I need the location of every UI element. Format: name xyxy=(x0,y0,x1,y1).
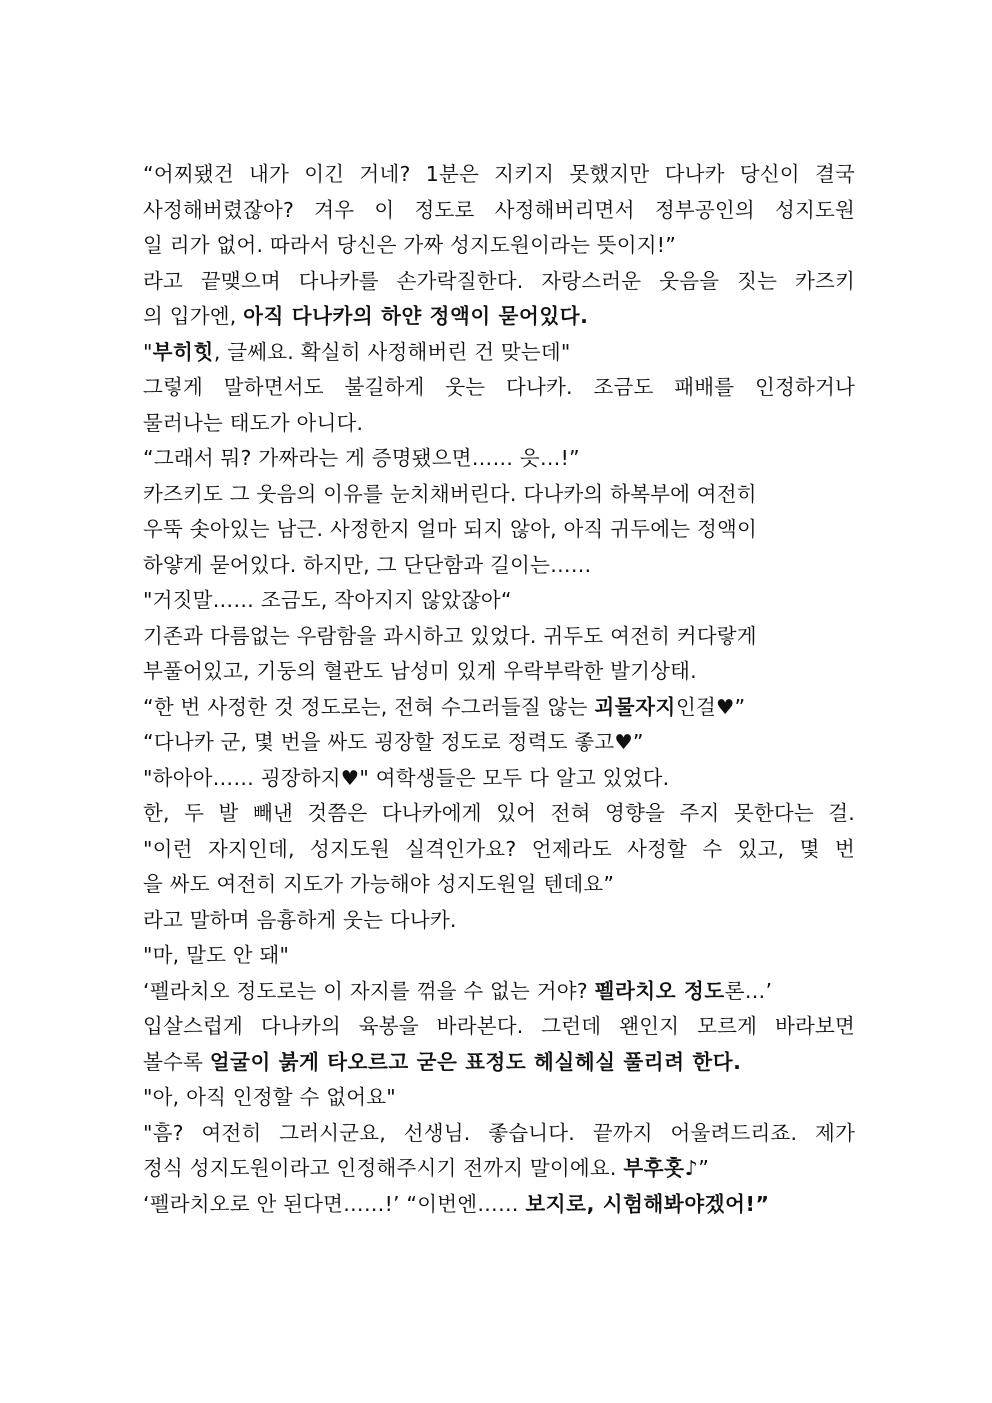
line-text: "하아아…… 굉장하지♥" 여학생들은 모두 다 알고 있었다. xyxy=(143,765,670,790)
text-line xyxy=(143,1009,855,1045)
line-text: 카즈키도 그 웃음의 이유를 눈치채버린다. 다나카의 하복부에 여전히 xyxy=(143,481,757,506)
line-text: 기존과 다름없는 우람함을 과시하고 있었다. 귀두도 여전히 커다랗게 xyxy=(143,623,757,648)
text-line xyxy=(143,903,855,939)
text-line xyxy=(143,1116,855,1152)
text-line xyxy=(143,832,855,868)
text-line xyxy=(143,725,855,761)
line-text: “다나카 군, 몇 번을 싸도 굉장할 정도로 정력도 좋고♥” xyxy=(143,730,644,754)
story-text-block xyxy=(143,157,855,1222)
line-text: 사정해버렸잖아? 겨우 이 정도로 사정해버리면서 정부공인의 성지도원 xyxy=(143,197,855,222)
text-line xyxy=(143,228,855,264)
text-line xyxy=(143,299,855,335)
line-text: 을 싸도 여전히 지도가 가능해야 성지도원일 텐데요” xyxy=(143,872,615,896)
line-text: ‘펠라치오 정도로는 이 자지를 꺾을 수 없는 거야? xyxy=(143,978,595,1003)
emphasized-text: 괴물자지 xyxy=(594,694,676,719)
line-text: "거짓말…… 조금도, 작아지지 않았잖아“ xyxy=(143,588,512,612)
line-text: 의 입가엔, xyxy=(143,304,244,328)
text-line xyxy=(143,335,855,371)
emphasized-text: 아직 다나카의 하얀 정액이 묻어있다. xyxy=(243,304,589,328)
line-text: 라고 말하며 음흉하게 웃는 다나카. xyxy=(143,907,457,932)
text-line xyxy=(143,974,855,1010)
line-text: “그래서 뭐? 가짜라는 게 증명됐으면…… 읏…!” xyxy=(143,446,580,470)
text-line xyxy=(143,654,855,690)
line-text: 한, 두 발 빼낸 것쯤은 다나카에게 있어 전혀 영향을 주지 못한다는 걸. xyxy=(143,801,855,825)
line-text: "이런 자지인데, 성지도원 실격인가요? 언제라도 사정할 수 있고, 몇 번 xyxy=(143,836,855,861)
emphasized-text: 얼굴이 붉게 타오르고 굳은 표정도 헤실헤실 풀리려 한다. xyxy=(209,1049,742,1074)
text-line xyxy=(143,761,855,797)
line-text: 입살스럽게 다나카의 육봉을 바라본다. 그런데 왠인지 모르게 바라보면 xyxy=(143,1014,855,1038)
text-line xyxy=(143,477,855,513)
line-text: 그렇게 말하면서도 불길하게 웃는 다나카. 조금도 패배를 인정하거나 xyxy=(143,375,855,399)
line-text: 하얗게 묻어있다. 하지만, 그 단단함과 길이는…… xyxy=(143,552,592,577)
emphasized-text: 부히힛 xyxy=(152,339,214,364)
text-line xyxy=(143,157,855,193)
line-text: 물러나는 태도가 아니다. xyxy=(143,410,364,435)
text-line xyxy=(143,264,855,300)
line-text: 론…’ xyxy=(724,978,773,1003)
text-line xyxy=(143,1187,855,1223)
line-text: , 글쎄요. 확실히 사정해버린 건 맞는데" xyxy=(213,339,571,364)
text-line xyxy=(143,548,855,584)
line-text: 정식 성지도원이라고 인정해주시기 전까지 말이에요. xyxy=(143,1156,624,1180)
emphasized-text: 부후홋♪ xyxy=(623,1156,699,1180)
line-text: 라고 끝맺으며 다나카를 손가락질한다. 자랑스러운 웃음을 짓는 카즈키 xyxy=(143,268,855,293)
text-line xyxy=(143,406,855,442)
text-line xyxy=(143,619,855,655)
line-text: 볼수록 xyxy=(143,1049,210,1074)
text-line xyxy=(143,1045,855,1081)
line-text: 우뚝 솟아있는 남근. 사정한지 얼마 되지 않아, 아직 귀두에는 정액이 xyxy=(143,517,757,541)
line-text: "흠? 여전히 그러시군요, 선생님. 좋습니다. 끝까지 어울려드리죠. 제가 xyxy=(143,1120,855,1145)
text-line xyxy=(143,796,855,832)
text-line xyxy=(143,512,855,548)
line-text: ” xyxy=(698,1156,710,1180)
text-line xyxy=(143,690,855,726)
emphasized-text: 펠라치오 정도 xyxy=(594,978,725,1003)
line-text: "마, 말도 안 돼" xyxy=(143,943,290,967)
emphasized-text: 보지로, 시험해봐야겠어!” xyxy=(525,1191,770,1216)
text-line xyxy=(143,583,855,619)
text-line xyxy=(143,193,855,229)
text-line xyxy=(143,867,855,903)
line-text: “어찌됐건 내가 이긴 거네? 1분은 지키지 못했지만 다나카 당신이 결국 xyxy=(143,162,855,186)
text-line xyxy=(143,370,855,406)
line-text: “한 번 사정한 것 정도로는, 전혀 수그러들질 않는 xyxy=(143,694,595,719)
text-line xyxy=(143,1080,855,1116)
line-text: "아, 아직 인정할 수 없어요" xyxy=(143,1085,396,1109)
line-text: 인걸♥” xyxy=(675,694,746,719)
line-text: 부풀어있고, 기둥의 혈관도 남성미 있게 우락부락한 발기상태. xyxy=(143,659,697,683)
line-text: ‘펠라치오로 안 된다면……!’ “이번엔…… xyxy=(143,1191,526,1216)
text-line xyxy=(143,1151,855,1187)
line-text: " xyxy=(143,339,153,364)
text-line xyxy=(143,938,855,974)
text-line xyxy=(143,441,855,477)
line-text: 일 리가 없어. 따라서 당신은 가짜 성지도원이라는 뜻이지!” xyxy=(143,233,677,257)
